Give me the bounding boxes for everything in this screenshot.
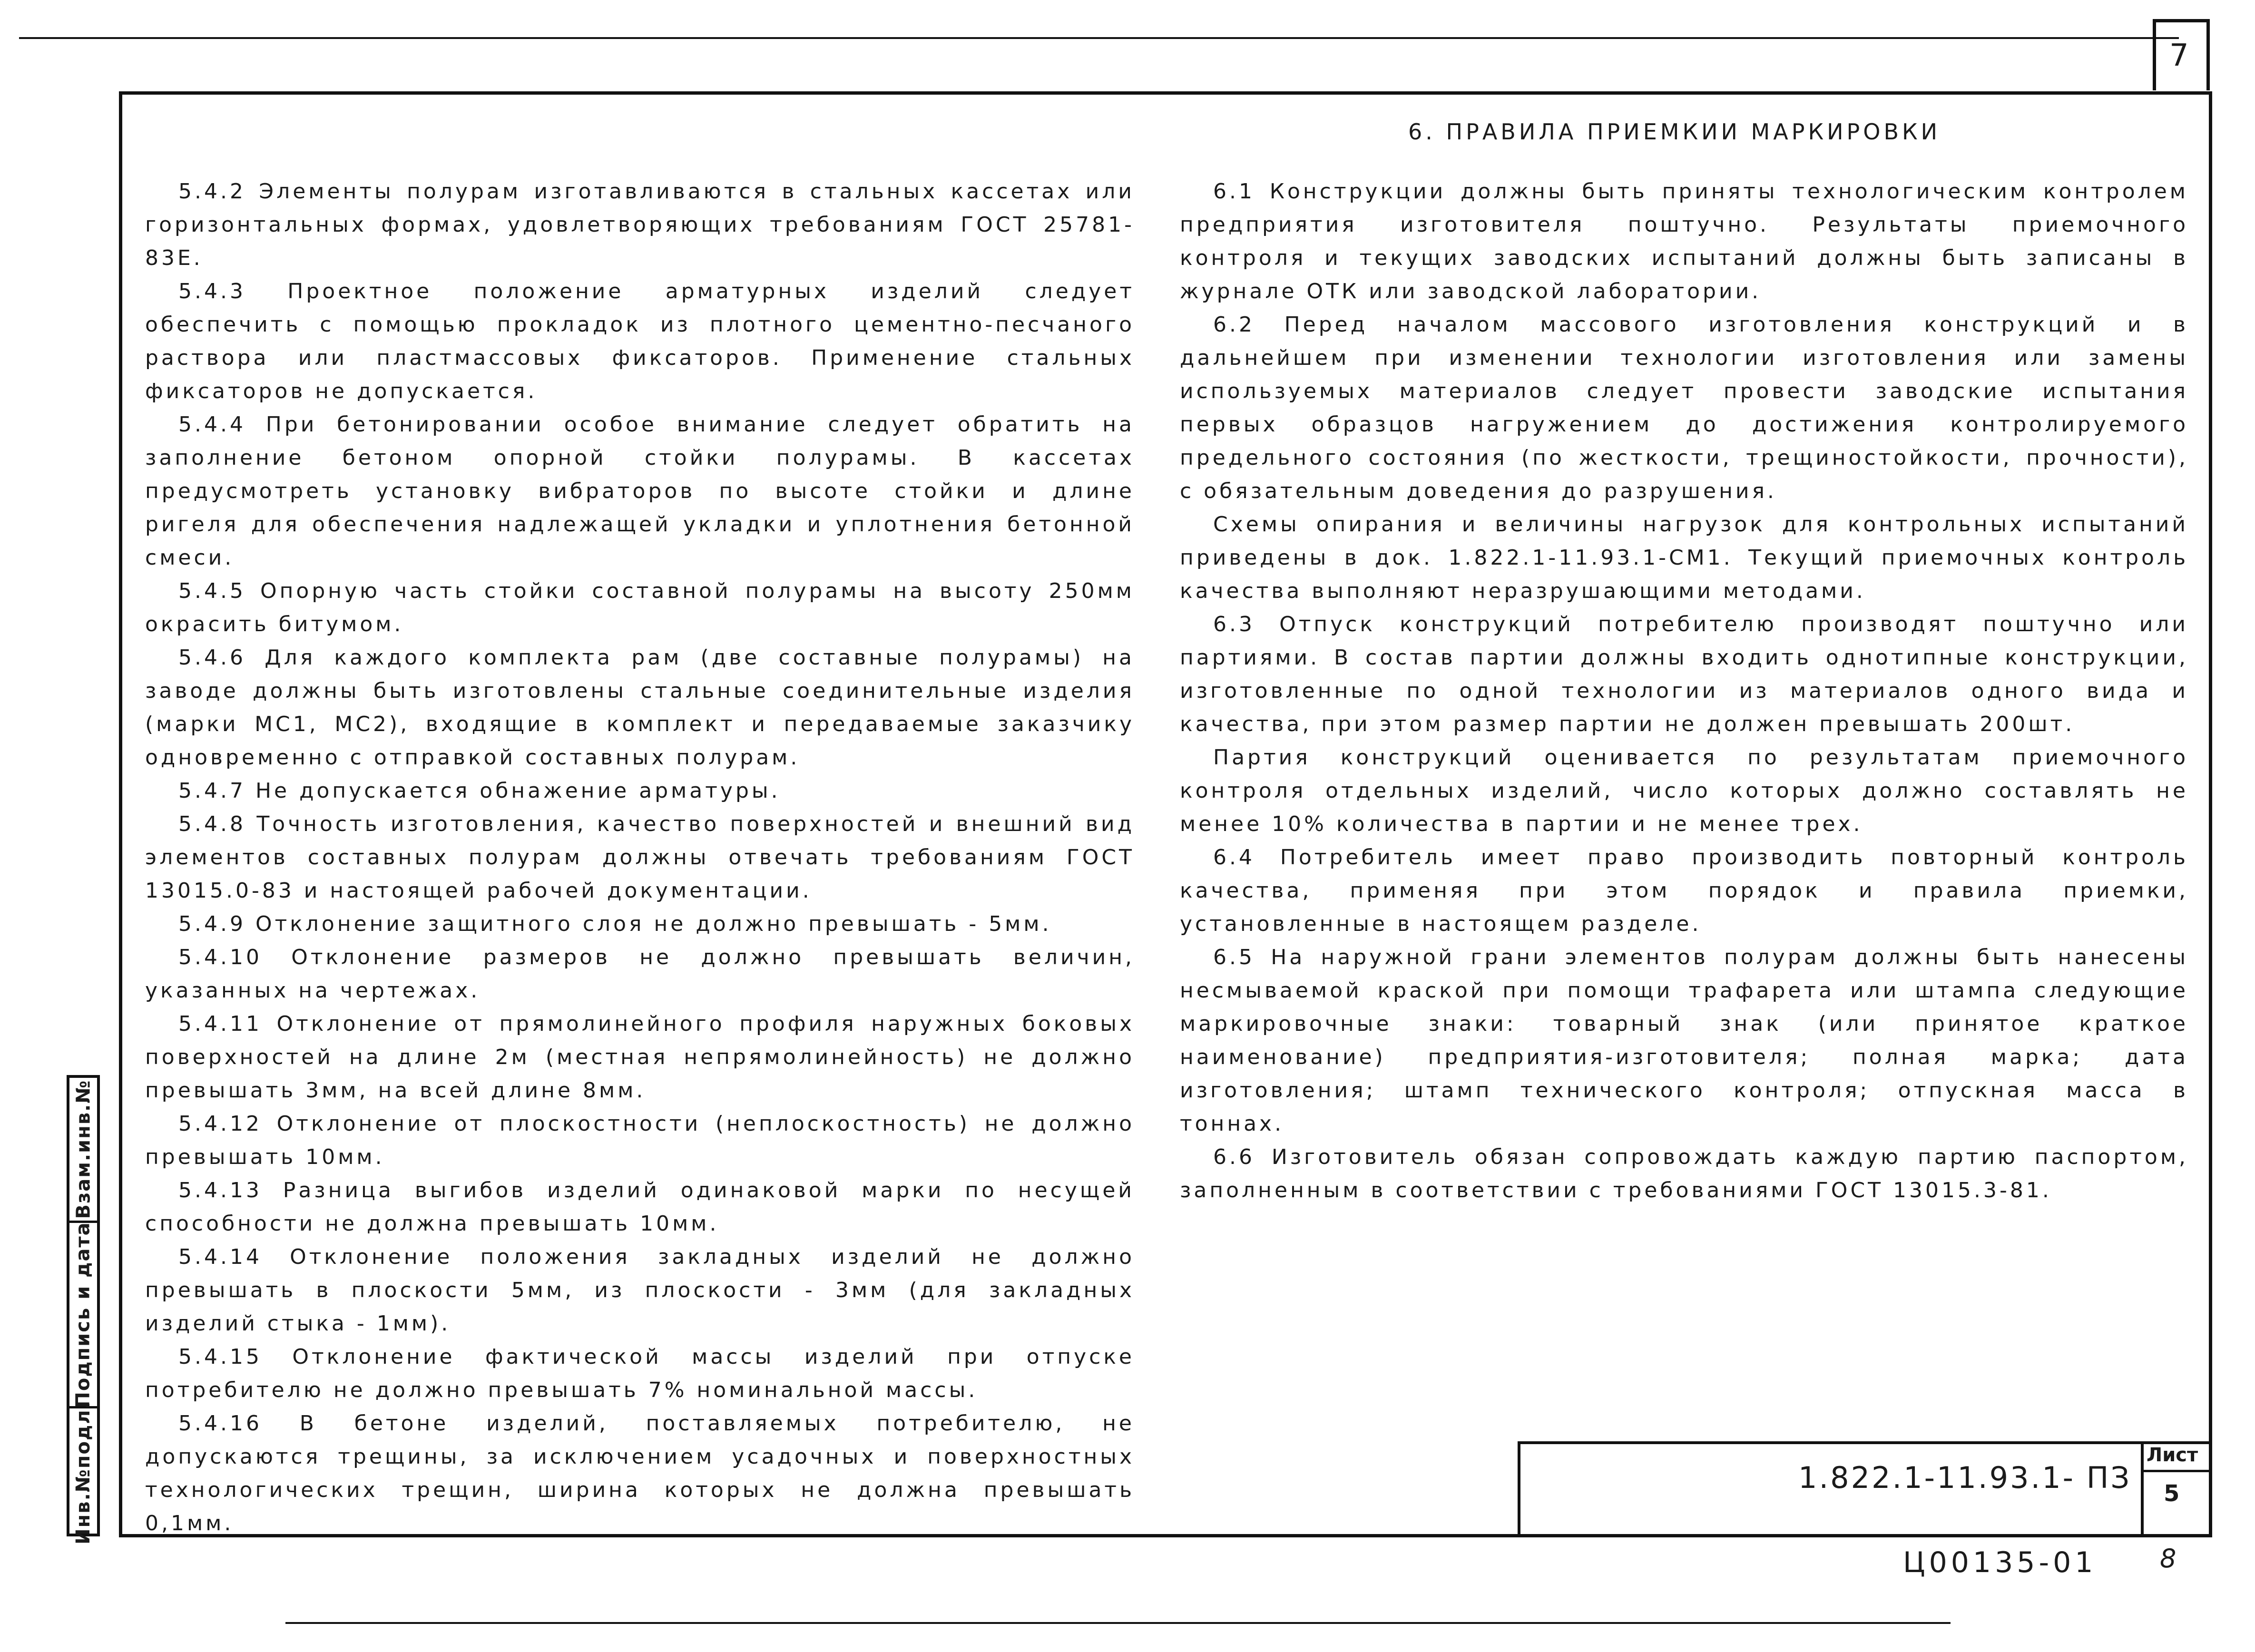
paragraph-5-4-4: 5.4.4 При бетонировании особое внимание следует обратить на заполнение бетоном опорной стойки полурамы. В кассетах предусмотреть установку вибраторов по высоте стойки и длине ригеля для обеспечения надлежащей укладки и уплотнения бетонной смеси. xyxy=(145,412,1135,570)
sidebar-replacement-label: Взам.инв.№ xyxy=(72,1079,95,1219)
sidebar-cell-inv xyxy=(69,1401,97,1544)
sheet-label: Лист xyxy=(2147,1444,2198,1466)
paragraph-5-4-8: 5.4.8 Точность изготовления, качество поверхностей и внешний вид элементов составных полурам должны отвечать требованиям ГОСТ 13015.0-83 и настоящей рабочей документации. xyxy=(145,812,1135,903)
sheet-cell-divider xyxy=(2141,1470,2212,1472)
paragraph-5-4-12: 5.4.12 Отклонение от плоскостности (неплоскостность) не должно превышать 10мм. xyxy=(145,1112,1135,1169)
paragraph-5-4-9: 5.4.9 Отклонение защитного слоя не должно превышать - 5мм. xyxy=(178,912,1052,936)
archive-page: 8 xyxy=(2160,1544,2177,1574)
paragraph-5-4-3: 5.4.3 Проектное положение арматурных изделий следует обеспечить с помощью прокладок из плотного цементно-песчаного раствора или пластмассовых фиксаторов. Применение стальных фиксаторов не допускается. xyxy=(145,279,1135,403)
top-border-line xyxy=(19,37,2179,39)
right-text-column xyxy=(1180,175,2188,1207)
top-page-number: 7 xyxy=(2169,38,2189,73)
sidebar-inv-label: Инв.№подл. xyxy=(72,1401,95,1544)
paragraph-5-4-11: 5.4.11 Отклонение от прямолинейного профиля наружных боковых поверхностей на длине 2м (местная непрямолинейность) не должно превышать 3мм, на всей длине 8мм. xyxy=(145,1012,1135,1103)
paragraph-6-3: 6.3 Отпуск конструкций потребителю производят поштучно или партиями. В состав партии должны входить однотипные конструкции, изготовленные по одной технологии из материалов одного вида и качества, при этом размер партии не должен превышать 200шт. xyxy=(1180,612,2188,736)
title-block-divider xyxy=(2141,1441,2144,1537)
paragraph-5-4-5: 5.4.5 Опорную часть стойки составной полурамы на высоту 250мм окрасить битумом. xyxy=(145,579,1135,636)
paragraph-6-3-batch: Партия конструкций оценивается по результатам приемочного контроля отдельных изделий, число которых должно составлять не менее 10% количества в партии и не менее трех. xyxy=(1180,745,2188,836)
paragraph-5-4-7: 5.4.7 Не допускается обнажение арматуры. xyxy=(178,779,781,803)
paragraph-6-4: 6.4 Потребитель имеет право производить повторный контроль качества, применяя при этом порядок и правила приемки, установленные в настоящем разделе. xyxy=(1180,845,2188,936)
paragraph-5-4-6: 5.4.6 Для каждого комплекта рам (две составные полурамы) на заводе должны быть изготовлены стальные соединительные изделия (марки МС1, МС2), входящие в комплект и передаваемые заказчику одновременно с отправкой составных полурам. xyxy=(145,645,1135,770)
sidebar-signature-label: Подпись и дата xyxy=(72,1221,94,1408)
paragraph-6-2-schemes: Схемы опирания и величины нагрузок для контрольных испытаний приведены в док. 1.822.1-11.93.1-СМ1. Текущий приемочных контроль качества выполняют неразрушающими методами. xyxy=(1180,512,2188,603)
sidebar-cell-signature xyxy=(69,1221,97,1406)
paragraph-5-4-15: 5.4.15 Отклонение фактической массы изделий при отпуске потребителю не должно превышать 7% номинальной массы. xyxy=(145,1345,1135,1402)
left-text-column xyxy=(145,175,1135,1540)
paragraph-5-4-10: 5.4.10 Отклонение размеров не должно превышать величин, указанных на чертежах. xyxy=(145,945,1135,1003)
paragraph-5-4-16: 5.4.16 В бетоне изделий, поставляемых потребителю, не допускаются трещины, за исключением усадочных и поверхностных технологических трещин, ширина которых не должна превышать 0,1мм. xyxy=(145,1411,1135,1535)
paragraph-6-5: 6.5 На наружной грани элементов полурам должны быть нанесены несмываемой краской при помощи трафарета или штампа следующие маркировочные знаки: товарный знак (или принятое краткое наименование) предприятия-изготовителя; полная марка; дата изготовления; штамп технического контроля; отпускная масса в тоннах. xyxy=(1180,945,2188,1136)
paragraph-5-4-14: 5.4.14 Отклонение положения закладных изделий не должно превышать в плоскости 5мм, из плоскости - 3мм (для закладных изделий стыка - 1мм). xyxy=(145,1245,1135,1336)
document-code: 1.822.1-11.93.1- ПЗ xyxy=(1798,1460,2132,1495)
sidebar-stamp xyxy=(67,1075,100,1544)
sheet-number: 5 xyxy=(2164,1480,2180,1507)
paragraph-6-1: 6.1 Конструкции должны быть приняты технологическим контролем предприятия изготовителя поштучно. Результаты приемочного контроля и текущих заводских испытаний должны быть записаны в журнале ОТК или заводской лаборатории. xyxy=(1180,179,2188,303)
archive-code: Ц00135-01 xyxy=(1903,1546,2097,1579)
section-title: 6. ПРАВИЛА ПРИЕМКИИ МАРКИРОВКИ xyxy=(1408,119,1941,145)
paragraph-5-4-2: 5.4.2 Элементы полурам изготавливаются в стальных кассетах или горизонтальных формах, удовлетворяющих требованиям ГОСТ 25781-83Е. xyxy=(145,179,1135,270)
bottom-scan-line xyxy=(285,1622,1951,1624)
paragraph-5-4-13: 5.4.13 Разница выгибов изделий одинаковой марки по несущей способности не должна превышать 10мм. xyxy=(145,1178,1135,1236)
paragraph-6-2: 6.2 Перед началом массового изготовления конструкций и в дальнейшем при изменении технологии изготовления или замены используемых материалов следует провести заводские испытания первых образцов нагружением до достижения контролируемого предельного состояния (по жесткости, трещиностойкости, прочности), с обязательным доведения до разрушения. xyxy=(1180,313,2188,503)
paragraph-6-6: 6.6 Изготовитель обязан сопровождать каждую партию паспортом, заполненным в соответствии с требованиями ГОСТ 13015.3-81. xyxy=(1180,1145,2188,1202)
sidebar-cell-replacement xyxy=(69,1078,97,1221)
